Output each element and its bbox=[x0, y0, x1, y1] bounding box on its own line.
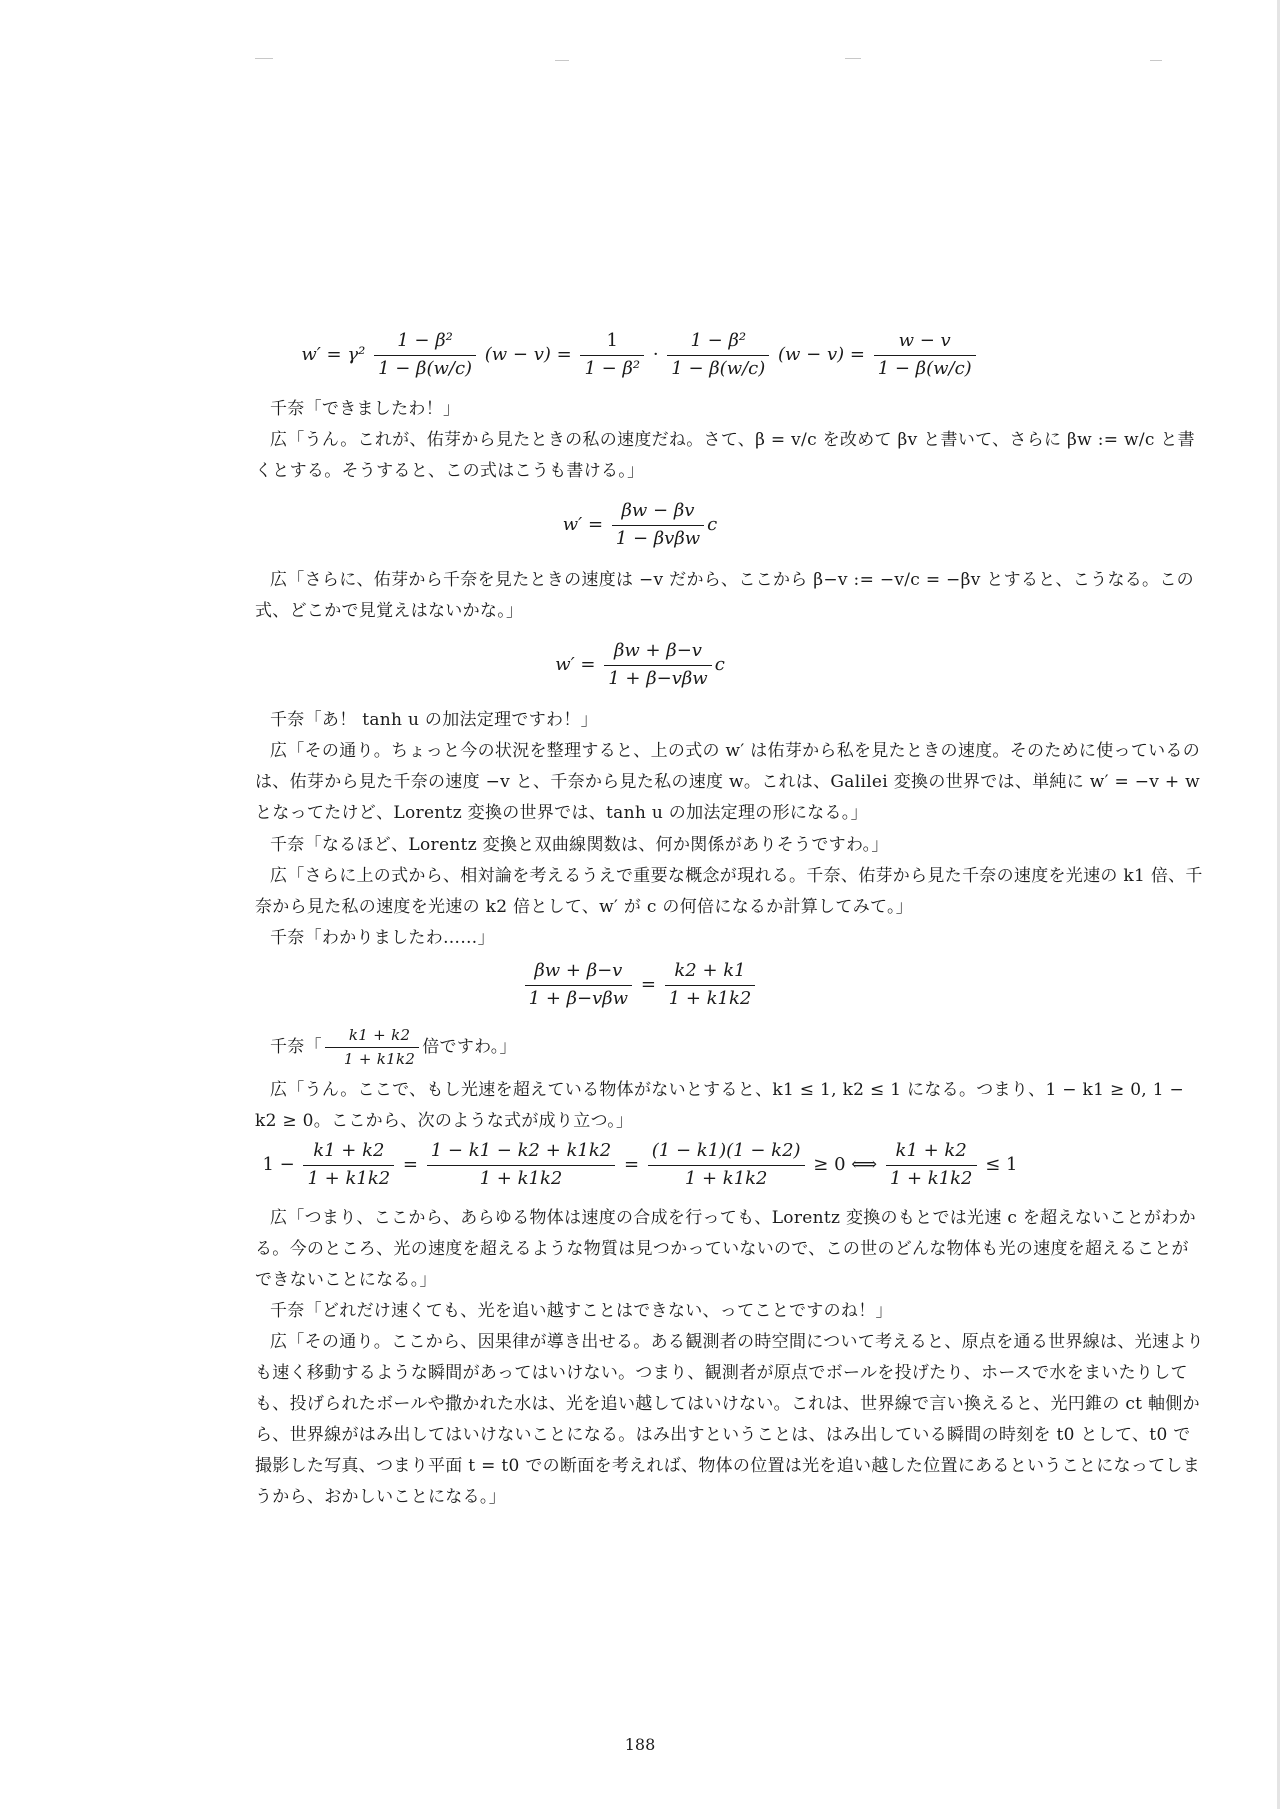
dialogue-line: 広「その通り。ちょっと今の状況を整理すると、上の式の w′ は佑芽から私を見たときの速度。そのために使っているのは、佑芽から見た千奈の速度 −v と、千奈から見た私の速度 w。これは、Galilei 変換の世界では、単純に w′ = −v + w となってたけど、Lorentz 変換の世界では、tanh u の加法定理の形になる。」 bbox=[255, 741, 1201, 823]
dialogue-line: 千奈「できましたわ！」 bbox=[270, 399, 461, 419]
dialogue-line: 広「つまり、ここから、あらゆる物体は速度の合成を行っても、Lorentz 変換のもとでは光速 c を超えないことがわかる。今のところ、光の速度を超えるような物質は見つかっていないので、この世のどんな物体も光の速度を超えることができないことになる。」 bbox=[255, 1208, 1196, 1290]
dialogue-line: 千奈「あ！ tanh u の加法定理ですわ！」 bbox=[270, 710, 598, 730]
dialogue-line: 千奈「わかりましたわ……」 bbox=[270, 928, 495, 948]
dialogue-line: 広「うん。これが、佑芽から見たときの私の速度だね。さて、β = v/c を改めて βv と書いて、さらに βw := w/c と書くとする。そうすると、この式はこうも書ける。」 bbox=[255, 430, 1195, 481]
page-number: 188 bbox=[624, 1735, 656, 1754]
equation-4: $\frac{\beta w + \beta-v}{\text{1 + β−vβw}}$ = $\frac{k2 + k1}{1 + k1k2}$ bbox=[0, 960, 1280, 1010]
dialogue-line: 千奈「なるほど、Lorentz 変換と双曲線関数は、何か関係がありそうですわ。」 bbox=[270, 835, 889, 855]
equation-1: w′ = γ² $\frac{\text{1 − β²}}{1 - \beta(w/c)}$ (w − v) = $\frac{1}{\text{1 − β²}}$ · $\frac{\text{1 − β²}}{1 - \beta(w/c)}$ (w − v) = $\frac{w - v}{1 - \beta(w/c)}$ bbox=[0, 330, 1280, 380]
dialogue-line: 広「さらに、佑芽から千奈を見たときの速度は −v だから、ここから β−v := −v/c = −βv とすると、こうなる。この式、どこかで見覚えはないかな。」 bbox=[255, 570, 1194, 621]
scan-mark bbox=[555, 60, 569, 61]
dialogue-line: 千奈「どれだけ速くても、光を追い越すことはできない、ってことですのね！」 bbox=[270, 1301, 893, 1321]
dialogue-line: 広「その通り。ここから、因果律が導き出せる。ある観測者の時空間について考えると、原点を通る世界線は、光速よりも速く移動するような瞬間があってはいけない。つまり、観測者が原点でボールを投げたり、ホースで水をまいたりしても、投げられたボールや撒かれた水は、光を追い越してはいけない。これは、世界線で言い換えると、光円錐の ct 軸側から、世界線がはみ出してはいけないことになる。はみ出すということは、はみ出している瞬間の時刻を t0 として、t0 で撮影した写真、つまり平面 t = t0 での断面を考えれば、物体の位置は光を追い越した位置にあるということになってしまうから、おかしいことになる。」 bbox=[255, 1332, 1204, 1507]
dialogue-line: 広「うん。ここで、もし光速を超えている物体がないとすると、k1 ≤ 1, k2 ≤ 1 になる。つまり、1 − k1 ≥ 0, 1 − k2 ≥ 0。ここから、次のような式が成り立つ。」 bbox=[255, 1080, 1185, 1131]
equation-3: w′ = $\frac{\beta w + \beta-v}{\text{1 + β−vβw}}$ c bbox=[555, 640, 725, 689]
dialogue-line: 広「さらに上の式から、相対論を考えるうえで重要な概念が現れる。千奈、佑芽から見た千奈の速度を光速の k1 倍、千奈から見た私の速度を光速の k2 倍として、w′ が c の何倍になるか計算してみて。」 bbox=[255, 866, 1203, 917]
scan-mark bbox=[845, 58, 861, 59]
scan-mark bbox=[255, 58, 273, 59]
scan-mark bbox=[1150, 60, 1162, 61]
dialogue-line-fraction: 千奈「 $\frac{k1 + k2}{1 + k1k2}$ 倍ですわ。」 bbox=[270, 1026, 517, 1068]
equation-5: 1 − $\frac{k1 + k2}{1 + k1k2}$ = $\frac{1 - k1 - k2 + k1k2}{1 + k1k2}$ = $\frac{(1 - k1)(1 - k2)}{1 + k1k2}$ ≥ 0 ⟺ $\frac{k1 + k2}{1 + k1k2}$ ≤ 1 bbox=[262, 1140, 1018, 1189]
equation-2: w′ = $\frac{\beta w - \beta v}{\text{1 − βvβw}}$ c bbox=[562, 500, 718, 549]
